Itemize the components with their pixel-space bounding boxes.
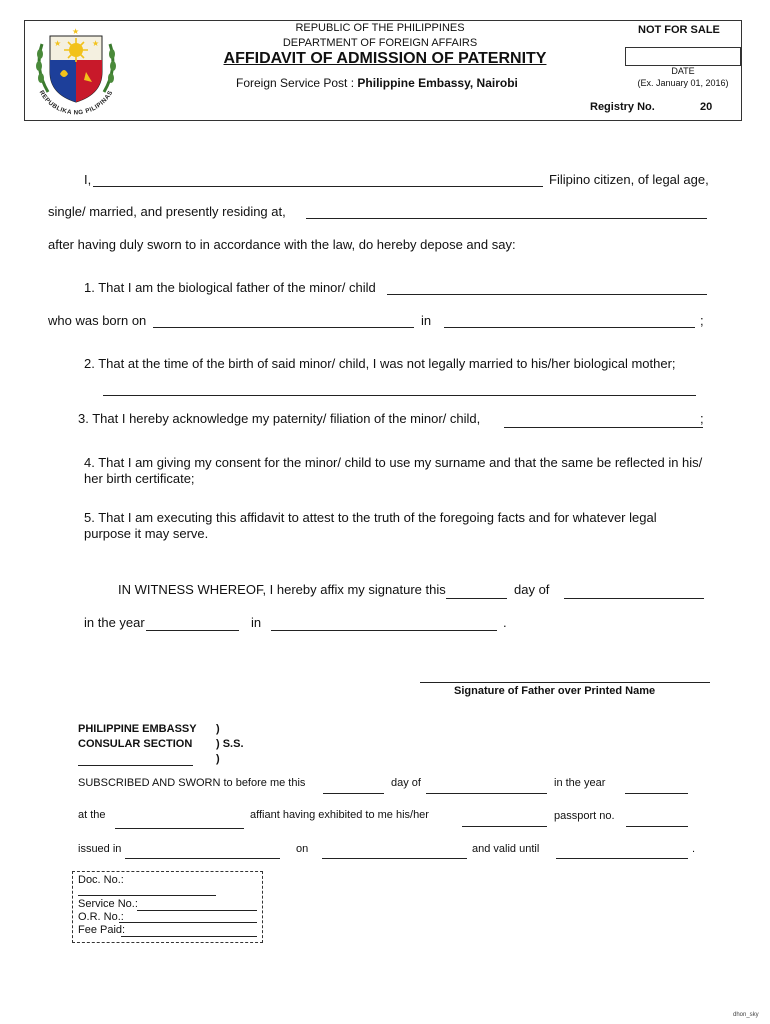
jurat-paren1: ) [216, 723, 220, 735]
item5-line1: 5. That I am executing this affidavit to attest to the truth of the foregoing facts and for whatever legal [84, 510, 657, 525]
subscribed-in-the-year: in the year [554, 777, 606, 789]
or-no-label: O.R. No.: [78, 911, 124, 923]
on-label: on [296, 843, 309, 855]
affiant-text: affiant having exhibited to me his/her [250, 809, 429, 821]
signature-field[interactable] [420, 682, 710, 683]
item3-text: 3. That I hereby acknowledge my paternity/ filiation of the minor/ child, [78, 411, 481, 426]
or-no-field[interactable] [119, 922, 257, 923]
service-no-label: Service No.: [78, 898, 138, 910]
witness-month-field[interactable] [564, 598, 704, 599]
item4-line1: 4. That I am giving my consent for the minor/ child to use my surname and that the same be reflected in his/ [84, 455, 703, 470]
signature-label: Signature of Father over Printed Name [454, 685, 656, 697]
issued-in-field[interactable] [125, 858, 280, 859]
passport-no-field[interactable] [626, 826, 688, 827]
seal-icon [28, 24, 124, 118]
date-label: DATE [671, 66, 695, 76]
item2-extra-field[interactable] [103, 395, 696, 396]
fee-paid-field[interactable] [121, 936, 257, 937]
jurat-embassy: PHILIPPINE EMBASSY [78, 723, 197, 735]
birth-date-field[interactable] [153, 327, 414, 328]
subscribed-day-of: day of [391, 777, 421, 789]
jurat-location-field[interactable] [78, 765, 193, 766]
witness-day-field[interactable] [446, 598, 507, 599]
subscribed-year-field[interactable] [625, 793, 688, 794]
department-label: DEPARTMENT OF FOREIGN AFFAIRS [282, 37, 478, 49]
item1-text: 1. That I am the biological father of the minor/ child [84, 280, 376, 295]
issued-in-label: issued in [78, 843, 122, 855]
date-input[interactable] [625, 47, 741, 66]
date-example: (Ex. January 01, 2016) [637, 78, 729, 88]
jurat-ss: ) S.S. [216, 738, 244, 750]
jurat-paren3: ) [216, 753, 220, 765]
affiant-name-field[interactable] [93, 186, 543, 187]
subscribed-day-field[interactable] [323, 793, 384, 794]
svg-text:★: ★ [72, 27, 80, 36]
passport-label: passport no. [554, 810, 615, 822]
child-name-field[interactable] [387, 294, 707, 295]
item5-line2: purpose it may serve. [84, 526, 209, 541]
item3-semicolon: ; [700, 411, 704, 426]
born-on-label: who was born on [48, 313, 147, 328]
witness-place-field[interactable] [271, 630, 497, 631]
born-in-label: in [421, 313, 432, 328]
foreign-service-post [236, 76, 518, 90]
post-label: Foreign Service Post : [236, 76, 355, 90]
service-no-field[interactable] [137, 910, 257, 911]
witness-text: IN WITNESS WHEREOF, I hereby affix my signature this [118, 582, 446, 597]
svg-text:★: ★ [54, 39, 62, 48]
citizen-text: Filipino citizen, of legal age, [549, 172, 709, 187]
witness-day-of: day of [514, 582, 550, 597]
affiant-id-field[interactable] [462, 826, 547, 827]
svg-text:★: ★ [92, 39, 100, 48]
subscribed-text: SUBSCRIBED AND SWORN to before me this [78, 777, 306, 789]
sworn-text: after having duly sworn to in accordance with the law, do hereby depose and say: [48, 237, 516, 252]
at-the-field[interactable] [115, 828, 244, 829]
birth-place-field[interactable] [444, 327, 695, 328]
at-the-label: at the [78, 809, 106, 821]
witness-period: . [503, 615, 507, 630]
valid-until-label: and valid until [472, 843, 540, 855]
doc-no-field[interactable] [78, 895, 216, 896]
issued-on-field[interactable] [322, 858, 467, 859]
item1-semicolon: ; [700, 313, 704, 328]
not-for-sale-label: NOT FOR SALE [638, 24, 720, 36]
form-title: AFFIDAVIT OF ADMISSION OF PATERNITY [223, 50, 547, 67]
republic-label: REPUBLIC OF THE PHILIPPINES [295, 22, 465, 34]
item2-text: 2. That at the time of the birth of said minor/ child, I was not legally married to his/her biological mother; [84, 356, 676, 371]
watermark-text: dhon_sky [733, 1012, 759, 1018]
fee-paid-label: Fee Paid: [78, 924, 126, 936]
in-the-year-label: in the year [84, 615, 145, 630]
valid-until-period: . [692, 843, 696, 855]
subscribed-month-field[interactable] [426, 793, 547, 794]
acknowledged-child-field[interactable] [504, 427, 703, 428]
seal-emblem [28, 24, 124, 118]
doc-no-label: Doc. No.: [78, 874, 124, 886]
i-prefix: I, [84, 172, 92, 187]
residing-text: single/ married, and presently residing at, [48, 204, 286, 219]
seal-text: REPUBLIKA NG PILIPINAS [37, 89, 115, 117]
registry-label: Registry No. [590, 101, 655, 113]
witness-in-label: in [251, 615, 262, 630]
post-value: Philippine Embassy, Nairobi [357, 76, 518, 90]
registry-value: 20 [700, 101, 713, 113]
valid-until-field[interactable] [556, 858, 688, 859]
witness-year-field[interactable] [146, 630, 239, 631]
jurat-section: CONSULAR SECTION [78, 738, 193, 750]
residence-address-field[interactable] [306, 218, 707, 219]
item4-line2: her birth certificate; [84, 471, 195, 486]
